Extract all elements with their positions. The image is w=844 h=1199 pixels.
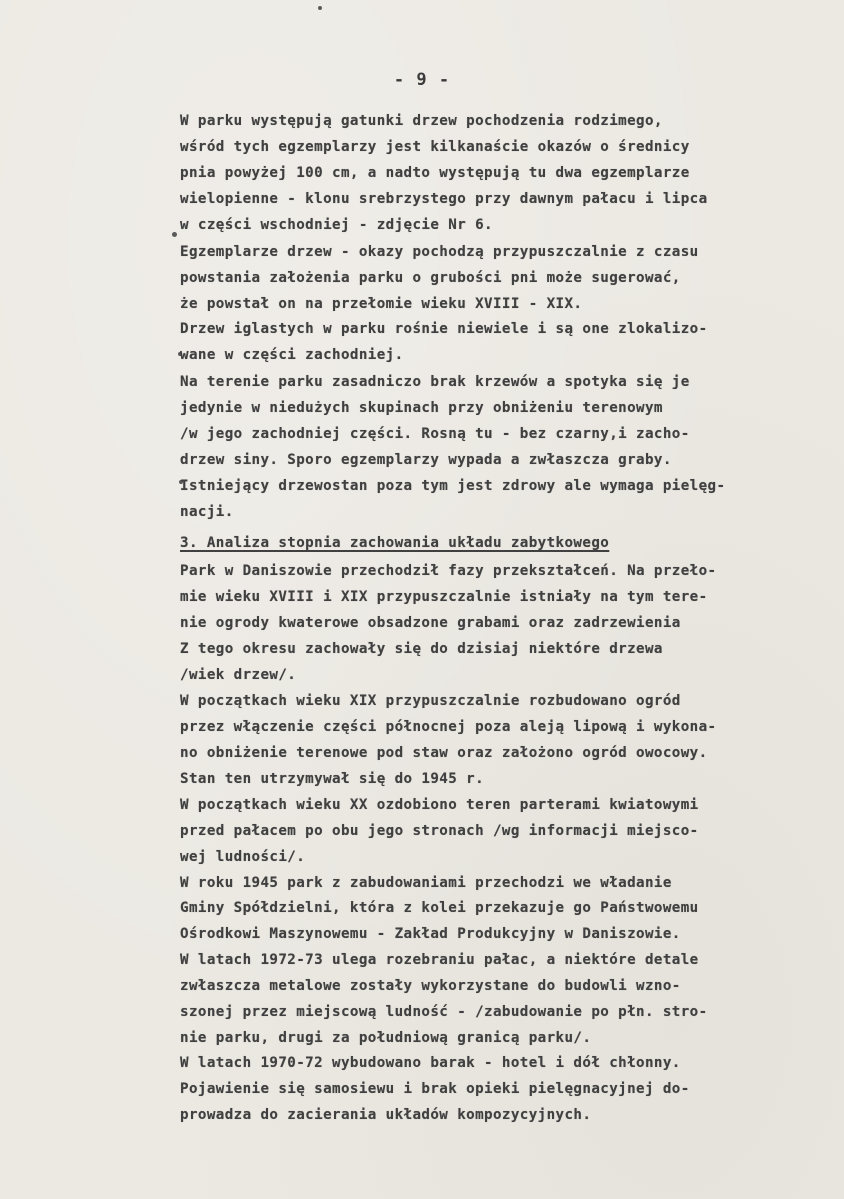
text-line: że powstał on na przełomie wieku XVIII - XIX. (180, 296, 583, 312)
scan-speck (172, 232, 177, 237)
text-line: W parku występują gatunki drzew pochodzenia rodzimego, (180, 113, 663, 129)
text-line: Park w Daniszowie przechodził fazy przekształceń. Na przeło- (180, 563, 717, 579)
text-line: nie parku, drugi za południową granicą parku/. (180, 1030, 592, 1046)
text-line: W początkach wieku XX ozdobiono teren parterami kwiatowymi (180, 797, 699, 813)
text-line: przez włączenie części północnej poza aleją lipową i wykona- (180, 719, 717, 735)
scan-speck (318, 6, 322, 10)
text-line: Ośrodkowi Maszynowemu - Zakład Produkcyjny w Daniszowie. (180, 926, 681, 942)
text-line: pnia powyżej 100 cm, a nadto występują tu dwa egzemplarze (180, 165, 690, 181)
text-line: nie ogrody kwaterowe obsadzone grabami oraz zadrzewienia (180, 615, 681, 631)
text-line: Gminy Spółdzielni, która z kolei przekazuje go Państwowemu (180, 900, 699, 916)
text-line: mie wieku XVIII i XIX przypuszczalnie istniały na tym tere- (180, 589, 708, 605)
text-line: zwłaszcza metalowe zostały wykorzystane do budowli wzno- (180, 978, 681, 994)
text-line: no obniżenie terenowe pod staw oraz założono ogród owocowy. (180, 745, 708, 761)
text-line: wej ludności/. (180, 849, 306, 865)
text-line: wśród tych egzemplarzy jest kilkanaście okazów o średnicy (180, 139, 690, 155)
text-line: /w jego zachodniej części. Rosną tu - bez czarny,i zacho- (180, 426, 690, 442)
text-line: Istniejący drzewostan poza tym jest zdrowy ale wymaga pielęg- (180, 478, 726, 494)
text-line: wane w części zachodniej. (180, 347, 404, 363)
text-line: szonej przez miejscową ludność - /zabudowanie po płn. stro- (180, 1004, 708, 1020)
text-line: prowadza do zacierania układów kompozycyjnych. (180, 1107, 592, 1123)
text-line: Z tego okresu zachowały się do dzisiaj niektóre drzewa (180, 641, 663, 657)
text-line: Stan ten utrzymywał się do 1945 r. (180, 771, 485, 787)
text-line: przed pałacem po obu jego stronach /wg informacji miejsco- (180, 823, 699, 839)
page-number: - 9 - (393, 70, 451, 90)
text-line: Pojawienie się samosiewu i brak opieki pielęgnacyjnej do- (180, 1081, 690, 1097)
text-line: wielopienne - klonu srebrzystego przy dawnym pałacu i lipca (180, 191, 708, 207)
text-line: powstania założenia parku o grubości pni może sugerować, (180, 270, 681, 286)
text-line: W początkach wieku XIX przypuszczalnie rozbudowano ogród (180, 693, 681, 709)
text-line: drzew siny. Sporo egzemplarzy wypada a zwłaszcza graby. (180, 452, 672, 468)
text-line: Na terenie parku zasadniczo brak krzewów a spotyka się je (180, 374, 690, 390)
section-heading: 3. Analiza stopnia zachowania układu zabytkowego (180, 535, 610, 551)
text-line: w części wschodniej - zdjęcie Nr 6. (180, 217, 493, 233)
text-line: W latach 1970-72 wybudowano barak - hotel i dół chłonny. (180, 1055, 681, 1071)
text-line: W roku 1945 park z zabudowaniami przechodzi we władanie (180, 875, 672, 891)
text-line: nacji. (180, 504, 234, 520)
text-line: W latach 1972-73 ulega rozebraniu pałac, a niektóre detale (180, 952, 699, 968)
text-line: jedynie w niedużych skupinach przy obniżeniu terenowym (180, 400, 663, 416)
text-line: Egzemplarze drzew - okazy pochodzą przypuszczalnie z czasu (180, 244, 699, 260)
text-line: Drzew iglastych w parku rośnie niewiele i są one zlokalizo- (180, 321, 708, 337)
text-line: /wiek drzew/. (180, 667, 297, 683)
